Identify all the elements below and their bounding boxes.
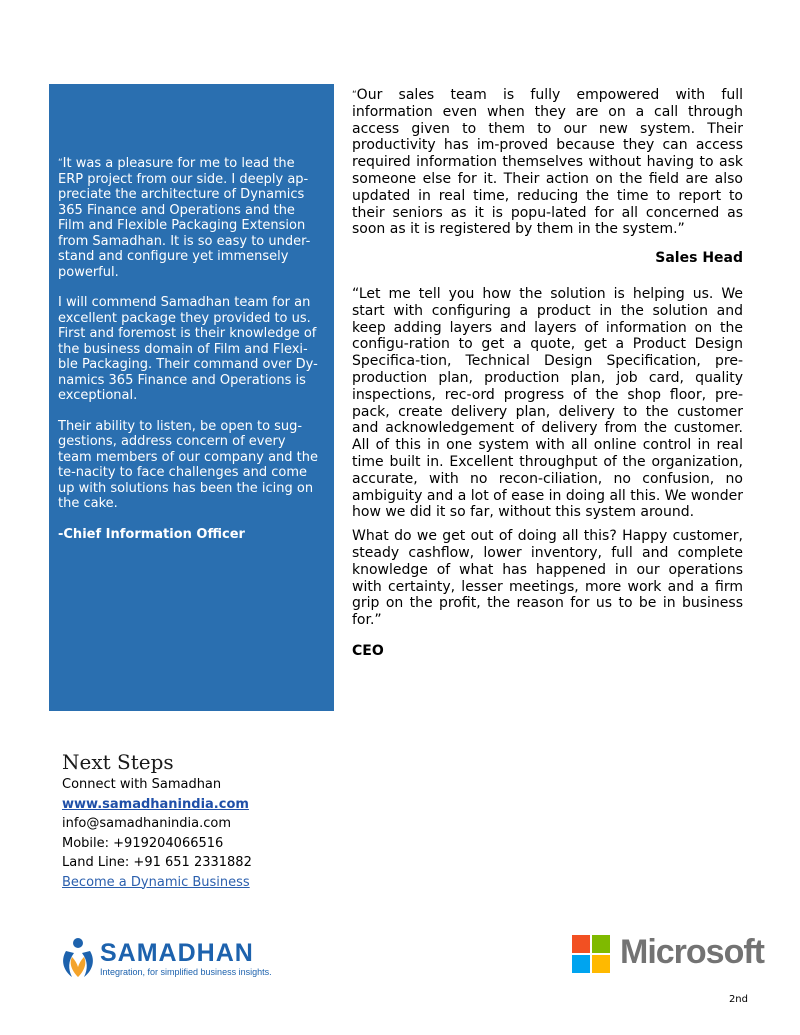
cio-paragraph-3: Their ability to listen, be open to sug-gestions, address concern of every team members of our company and the te-nacity to face challenges and come up with solutions has been the icing on the cake. — [58, 418, 318, 511]
next-steps-title: Next Steps — [62, 750, 174, 774]
page-number: 2nd — [728, 994, 748, 1005]
connect-text: Connect with Samadhan — [62, 777, 222, 792]
cio-testimonial: “It was a pleasure for me to lead the ERP project from our side. I deeply ap-preciate the architecture of Dynamics 365 Finance and Operations and the Film and Flexible Packaging Extension from Samadhan. It is so easy to under-stand and configure yet immensely powerful. I will commend Samadhan team for an excellent package they provided to us. First and foremost is their knowledge of the business domain of Film and Flexi-ble Packaging. Their command over Dy-namics 365 Finance and Operations is exceptional. Their ability to listen, be open to sug-gestions, address concern of every team members of our company and the te-nacity to face challenges and come up with solutions has been the icing on the cake. -Chief Information Officer — [58, 156, 318, 542]
website-link[interactable]: www.samadhanindia.com — [62, 796, 249, 812]
microsoft-windows-icon — [572, 935, 610, 973]
sales-testimonial-text: Our sales team is fully empowered with full information even when they are on a call through access given to them to our new system. Their productivity has im-proved because they can access required information themselves without having to ask someone else for it. Their action on the field are also updated in real time, reducing the time to report to their seniors as it is popu-lated for all concerned as soon as it is registered by them in the system.” — [352, 87, 743, 238]
microsoft-logo-text: Microsoft — [620, 933, 764, 971]
microsoft-logo — [572, 933, 764, 975]
ceo-signature: CEO — [352, 642, 384, 659]
samadhan-logo-text: SAMADHAN — [100, 939, 254, 967]
mobile-text: Mobile: +919204066516 — [62, 835, 224, 851]
ceo-paragraph-2: What do we get out of doing all this? Happy customer, steady cashflow, lower inventory, full and complete knowledge of what has happened in our operations with certainty, lesser meetings, more work and a firm grip on the profit, the reason for us to be in business for.” — [352, 528, 743, 629]
samadhan-logo — [58, 937, 288, 981]
dynamic-business-link[interactable]: Become a Dynamic Business — [62, 874, 250, 890]
cio-paragraph-1: It was a pleasure for me to lead the ERP project from our side. I deeply ap-preciate the architecture of Dynamics 365 Finance and Operations and the Film and Flexible Packaging Extension from Samadhan. It is so easy to under-stand and configure yet immensely powerful. — [58, 156, 311, 280]
samadhan-emblem-icon — [58, 937, 98, 979]
sales-signature: Sales Head — [655, 250, 743, 267]
samadhan-tagline: Integration, for simplified business insights. — [100, 967, 272, 977]
cio-signature: -Chief Information Officer — [58, 526, 245, 542]
email-text: info@samadhanindia.com — [62, 816, 232, 831]
landline-text: Land Line: +91 651 2331882 — [62, 855, 252, 870]
right-column: “Our sales team is fully empowered with full information even when they are on a call through access given to them to our new system. Their productivity has im-proved because they can access required information themselves without having to ask someone else for it. Their action on the field are also updated in real time, reducing the time to report to their seniors as it is popu-lated for all concerned as soon as it is registered by them in the system.” Sales Head “Let me tell you how the solution is helping us. We start with configuring a product in the solution and keep adding layers and layers of information on the configu-ration to get a quote, get a Product Design Specifica-tion, Technical Design Specification, pre-production plan, production plan, job card, quality inspections, rec-ord progress of the shop floor, pre-pack, create delivery plan, delivery to the customer and acknowledgement of delivery from the customer. All of this in one system with all online control in real time built in. Excellent throughput of the organization, accurate, with no recon-ciliation, no confusion, no ambiguity and a lot of ease in doing all this. We wonder how we did it so far, without this system around. What do we get out of doing all this? Happy customer, steady cashflow, lower inventory, full and complete knowledge of what has happened in our operations with certainty, lesser meetings, more work and a firm grip on the profit, the reason for us to be in business for.” CEO — [352, 87, 743, 659]
next-steps-section — [62, 749, 362, 892]
ceo-paragraph-1: “Let me tell you how the solution is helping us. We start with configuring a product in the solution and keep adding layers and layers of information on the configu-ration to get a quote, get a Product Design Specifica-tion, Technical Design Specification, pre-production plan, production plan, job card, quality inspections, rec-ord progress of the shop floor, pre-pack, create delivery plan, delivery to the customer and acknowledgement of delivery from the customer. All of this in one system with all online control in real time built in. Excellent throughput of the organization, accurate, with no recon-ciliation, no confusion, no ambiguity and a lot of ease in doing all this. We wonder how we did it so far, without this system around. — [352, 285, 743, 521]
cio-paragraph-2: I will commend Samadhan team for an excellent package they provided to us. First and foremost is their knowledge of the business domain of Film and Flexi-ble Packaging. Their command over Dy-namics 365 Finance and Operations is exceptional. — [58, 295, 318, 403]
